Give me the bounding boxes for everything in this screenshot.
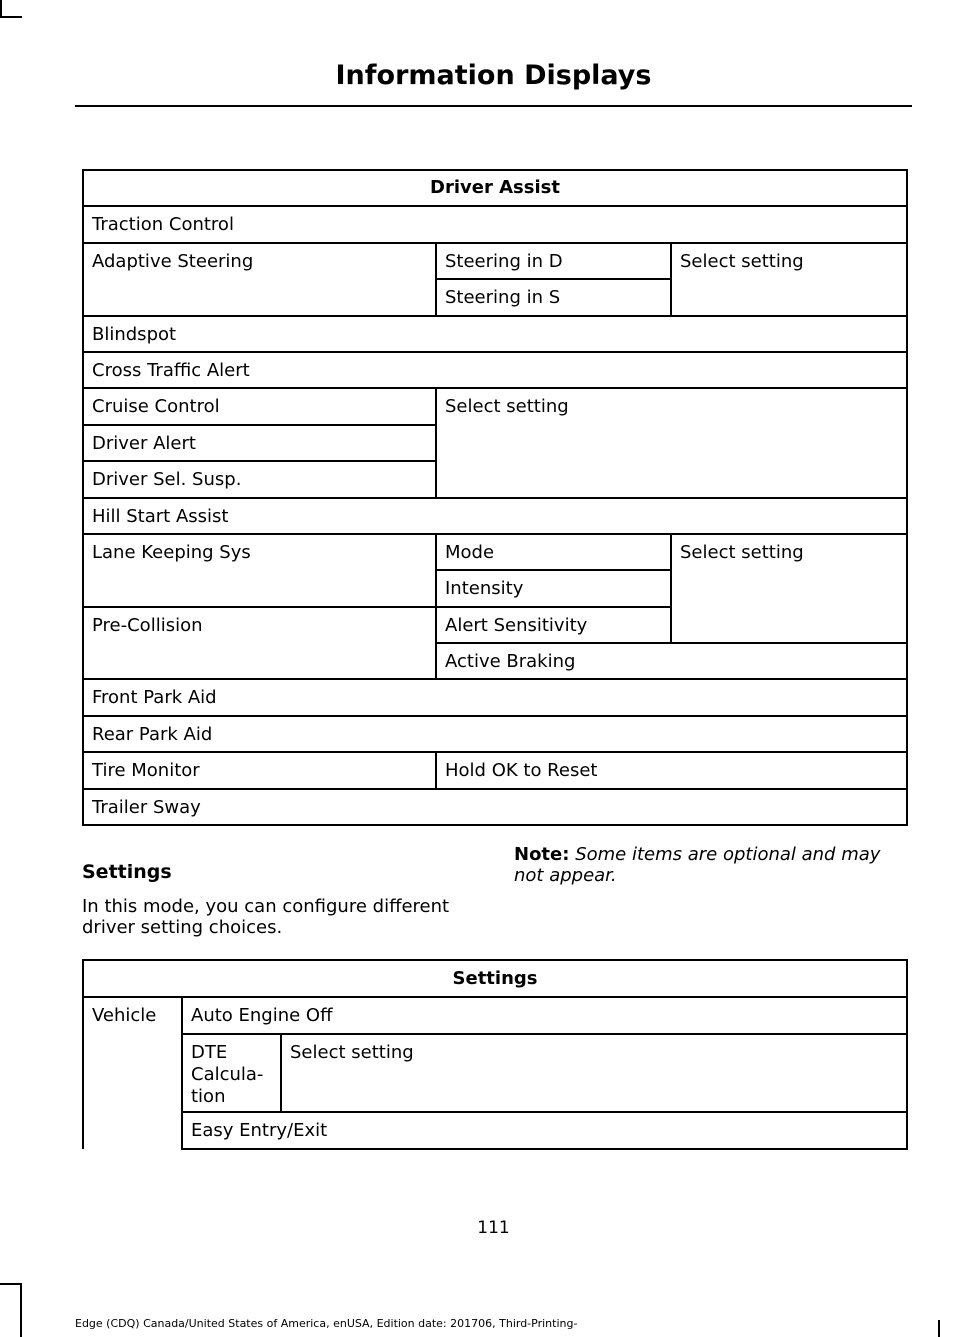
crop-mark: [0, 1283, 22, 1285]
table-row: [83, 534, 907, 570]
table-cell: Select setting: [671, 534, 907, 643]
table-cell: Select setting: [436, 388, 907, 497]
header-rule: [75, 105, 912, 107]
driver-assist-table: [82, 169, 908, 826]
crop-mark: [20, 1283, 22, 1337]
table-row: [83, 679, 907, 715]
table-cell: Alert Sensitivity: [436, 607, 671, 643]
note-label: Note:: [514, 844, 570, 865]
page-number: 111: [477, 1218, 510, 1238]
table-title: Driver Assist: [83, 170, 907, 206]
table-cell: Select setting: [281, 1034, 907, 1112]
table-cell: Intensity: [436, 570, 671, 606]
table-row: [83, 716, 907, 752]
table-row: [83, 352, 907, 388]
page-title: Information Displays: [335, 60, 652, 91]
table-row: [83, 1112, 907, 1149]
table-cell: Trailer Sway: [83, 789, 907, 825]
table-cell: Driver Alert: [83, 425, 436, 461]
table-cell: Traction Control: [83, 206, 907, 242]
settings-table: [82, 959, 908, 1150]
table-row: [83, 1034, 907, 1112]
table-cell: Tire Monitor: [83, 752, 436, 788]
table-cell: Auto Engine Off: [182, 997, 907, 1034]
table-cell: Rear Park Aid: [83, 716, 907, 752]
table-cell: Cruise Control: [83, 388, 436, 424]
table-cell: Lane Keeping Sys: [83, 534, 436, 607]
crop-mark: [0, 16, 22, 18]
table-row: [83, 206, 907, 242]
table-cell: Select setting: [671, 243, 907, 316]
table-cell: Active Braking: [436, 643, 907, 679]
table-cell: Blindspot: [83, 316, 907, 352]
table-cell: Steering in S: [436, 279, 671, 315]
table-row: [83, 752, 907, 788]
table-cell: Adaptive Steering: [83, 243, 436, 316]
table-row: [83, 243, 907, 279]
table-row: [83, 498, 907, 534]
table-cell: Hold OK to Reset: [436, 752, 907, 788]
table-cell: DTE Calcula-tion: [182, 1034, 281, 1112]
table-row: [83, 997, 907, 1034]
table-cell: Easy Entry/Exit: [182, 1112, 907, 1149]
crop-mark: [938, 1320, 940, 1337]
table-row: [83, 789, 907, 825]
table-cell: Driver Sel. Susp.: [83, 461, 436, 497]
table-cell: Front Park Aid: [83, 679, 907, 715]
table-title: Settings: [83, 960, 907, 997]
table-cell: Pre-Collision: [83, 607, 436, 680]
table-cell: Cross Traffic Alert: [83, 352, 907, 388]
table-cell: Hill Start Assist: [83, 498, 907, 534]
note-text: Some items are optional and may not appear.: [514, 844, 881, 886]
table-cell: Mode: [436, 534, 671, 570]
note: [514, 844, 914, 886]
table-cell: Steering in D: [436, 243, 671, 279]
table-cell: Vehicle: [83, 997, 182, 1149]
section-body: In this mode, you can configure different driver setting choices.: [82, 896, 450, 938]
table-row: [83, 316, 907, 352]
edition-footer: Edge (CDQ) Canada/United States of America, enUSA, Edition date: 201706, Third-Printing-: [75, 1317, 578, 1330]
section-heading: Settings: [82, 861, 172, 883]
table-row: [83, 388, 907, 424]
